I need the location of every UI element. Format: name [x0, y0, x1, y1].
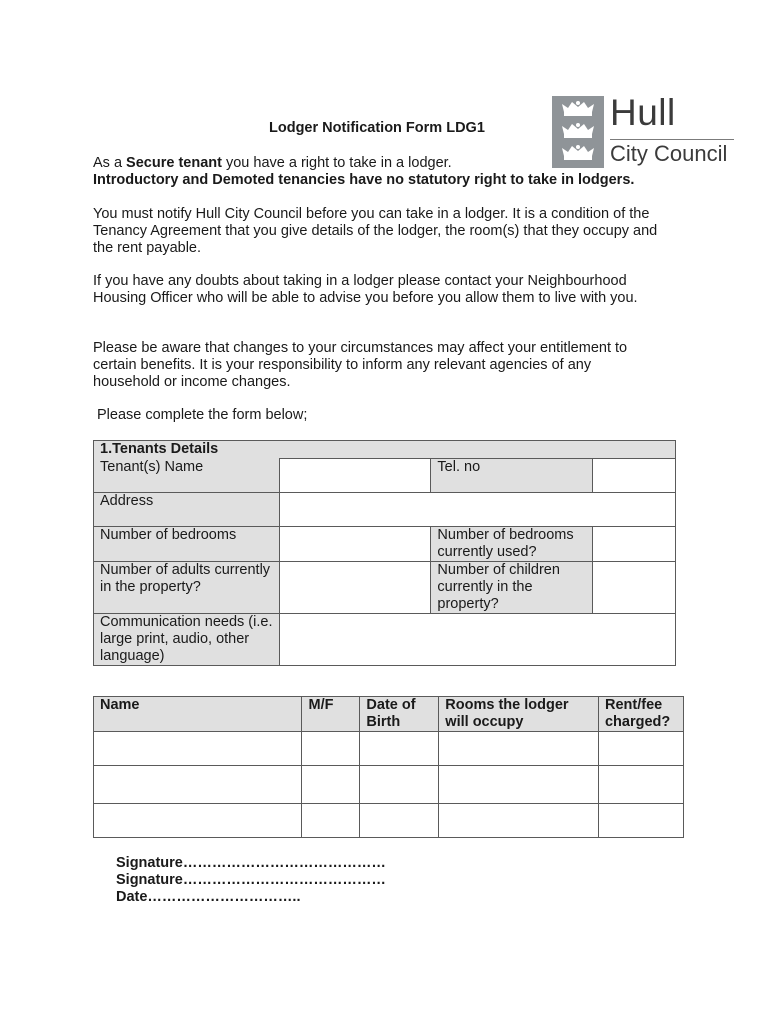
address-label: Address — [94, 493, 280, 527]
logo-city-council-text: City Council — [610, 141, 728, 166]
tenant-details-heading: 1.Tenants Details — [94, 441, 676, 459]
children-label: Number of children currently in the property? — [431, 562, 593, 614]
benefits-paragraph: Please be aware that changes to your circumstances may affect your entitlement to certain benefits. It is your responsibility to inform any relevant agencies of any household or income changes. — [93, 340, 628, 390]
tenant-details-table — [93, 440, 676, 666]
lodger-name-cell[interactable] — [94, 804, 302, 838]
tenant-name-field[interactable] — [279, 459, 431, 493]
communication-needs-field[interactable] — [279, 614, 675, 666]
lodger-sex-cell[interactable] — [302, 732, 360, 766]
logo-hull-text: Hull — [610, 92, 676, 133]
signature-block — [116, 855, 386, 906]
column-header: Rooms the lodger will occupy — [439, 697, 599, 732]
notify-paragraph: You must notify Hull City Council before you can take in a lodger. It is a condition of the Tenancy Agreement that you give details of the lodger, the room(s) that they occupy and the rent payable. — [93, 206, 658, 256]
signature-line-1[interactable]: Signature…………………………………… — [116, 855, 386, 871]
tel-field[interactable] — [593, 459, 676, 493]
lodger-rooms-cell[interactable] — [439, 732, 599, 766]
signature-line-2[interactable]: Signature…………………………………… — [116, 872, 386, 888]
bedrooms-used-label: Number of bedrooms currently used? — [431, 527, 593, 562]
bedrooms-used-field[interactable] — [593, 527, 676, 562]
lodger-dob-cell[interactable] — [360, 804, 439, 838]
lodger-dob-cell[interactable] — [360, 732, 439, 766]
bedrooms-label: Number of bedrooms — [94, 527, 280, 562]
lodger-rooms-cell[interactable] — [439, 766, 599, 804]
doubts-paragraph: If you have any doubts about taking in a lodger please contact your Neighbourhood Housing Officer who will be able to advise you before you allow them to live with you. — [93, 273, 638, 306]
tenant-name-label: Tenant(s) Name — [94, 459, 280, 493]
table-row — [94, 804, 684, 838]
tel-label: Tel. no — [431, 459, 593, 493]
lodger-name-cell[interactable] — [94, 766, 302, 804]
column-header: Date of Birth — [360, 697, 439, 732]
lodger-name-cell[interactable] — [94, 732, 302, 766]
intro-prefix: As a — [93, 155, 127, 171]
logo-divider — [610, 139, 734, 140]
address-field[interactable] — [279, 493, 675, 527]
lodger-rent-cell[interactable] — [598, 766, 683, 804]
lodger-rent-cell[interactable] — [598, 804, 683, 838]
form-title: Lodger Notification Form LDG1 — [269, 120, 485, 136]
date-line[interactable]: Date………………………….. — [116, 889, 301, 905]
column-header: Rent/fee charged? — [598, 697, 683, 732]
intro-paragraph — [93, 155, 693, 189]
lodger-dob-cell[interactable] — [360, 766, 439, 804]
adults-label: Number of adults currently in the property? — [94, 562, 280, 614]
lodger-details-table — [93, 696, 684, 838]
tenancy-warning: Introductory and Demoted tenancies have no statutory right to take in lodgers. — [93, 172, 635, 188]
instruction-text: Please complete the form below; — [97, 407, 308, 423]
lodger-rooms-cell[interactable] — [439, 804, 599, 838]
secure-tenant-text: Secure tenant — [126, 155, 222, 171]
column-header: Name — [94, 697, 302, 732]
lodger-sex-cell[interactable] — [302, 804, 360, 838]
table-row — [94, 766, 684, 804]
communication-needs-label: Communication needs (i.e. large print, audio, other language) — [94, 614, 280, 666]
column-header: M/F — [302, 697, 360, 732]
lodger-rent-cell[interactable] — [598, 732, 683, 766]
adults-field[interactable] — [279, 562, 431, 614]
intro-suffix: you have a right to take in a lodger. — [221, 155, 452, 171]
lodger-sex-cell[interactable] — [302, 766, 360, 804]
bedrooms-field[interactable] — [279, 527, 431, 562]
children-field[interactable] — [593, 562, 676, 614]
table-row — [94, 732, 684, 766]
